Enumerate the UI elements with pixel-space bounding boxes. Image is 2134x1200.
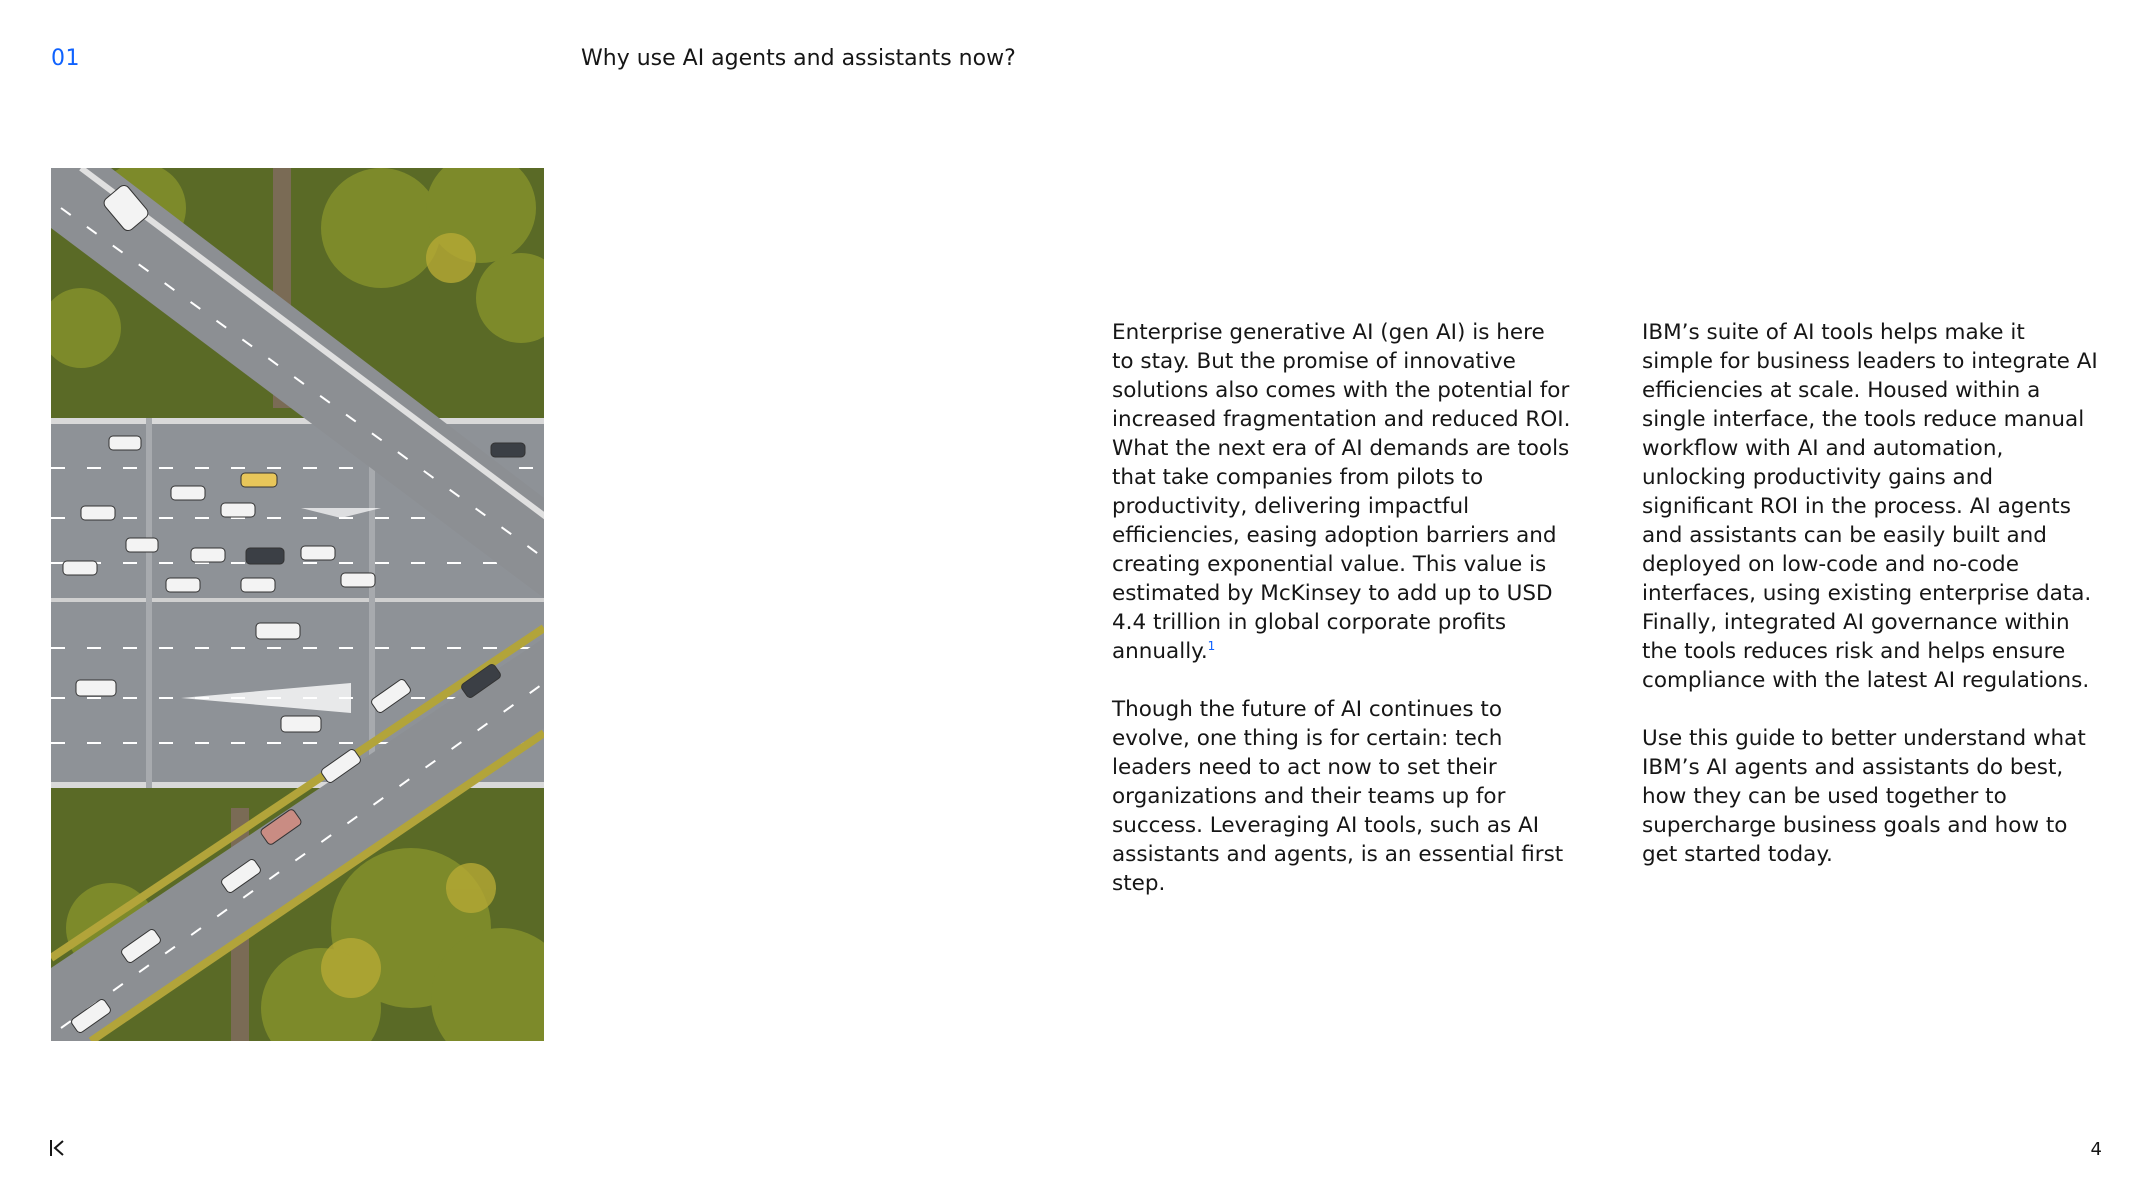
aerial-highway-photo [51, 168, 544, 1041]
intro-column-left [1112, 318, 1572, 927]
page-number: 4 [2090, 1139, 2102, 1160]
intro-paragraph-4: Use this guide to better understand what IBM’s AI agents and assistants do best, how they can be used together to supercharge business goals and how to get started today. [1642, 726, 2086, 867]
back-to-start-icon[interactable] [49, 1139, 67, 1157]
intro-paragraph-1-text: Enterprise generative AI (gen AI) is here to stay. But the promise of innovative solutions also comes with the potential for increased fragmentation and reduced ROI. What the next era of AI demands are tools that take companies from pilots to productivity, delivering impactful efficiencies, easing adoption barriers and creating exponential value. This value is estimated by McKinsey to add up to USD 4.4 trillion in global corporate profits annually. [1112, 320, 1571, 664]
intro-paragraph-3: IBM’s suite of AI tools helps make it simple for business leaders to integrate AI efficiencies at scale. Housed within a single interface, the tools reduce manual workflow with AI and automation, unlocking productivity gains and significant ROI in the process. AI agents and assistants can be easily built and deployed on low-code and no-code interfaces, using existing enterprise data. Finally, integrated AI governance within the tools reduces risk and helps ensure compliance with the latest AI regulations. [1642, 320, 2098, 693]
section-title: Why use AI agents and assistants now? [581, 46, 1016, 71]
section-number: 01 [51, 46, 80, 71]
intro-paragraph-2: Though the future of AI continues to evolve, one thing is for certain: tech leaders need to act now to set their organizations and their teams up for success. Leveraging AI tools, such as AI assistants and agents, is an essential first step. [1112, 697, 1564, 896]
footnote-reference[interactable]: 1 [1207, 638, 1216, 653]
intro-column-right [1642, 318, 2102, 898]
intro-paragraph-1 [1112, 318, 1572, 666]
